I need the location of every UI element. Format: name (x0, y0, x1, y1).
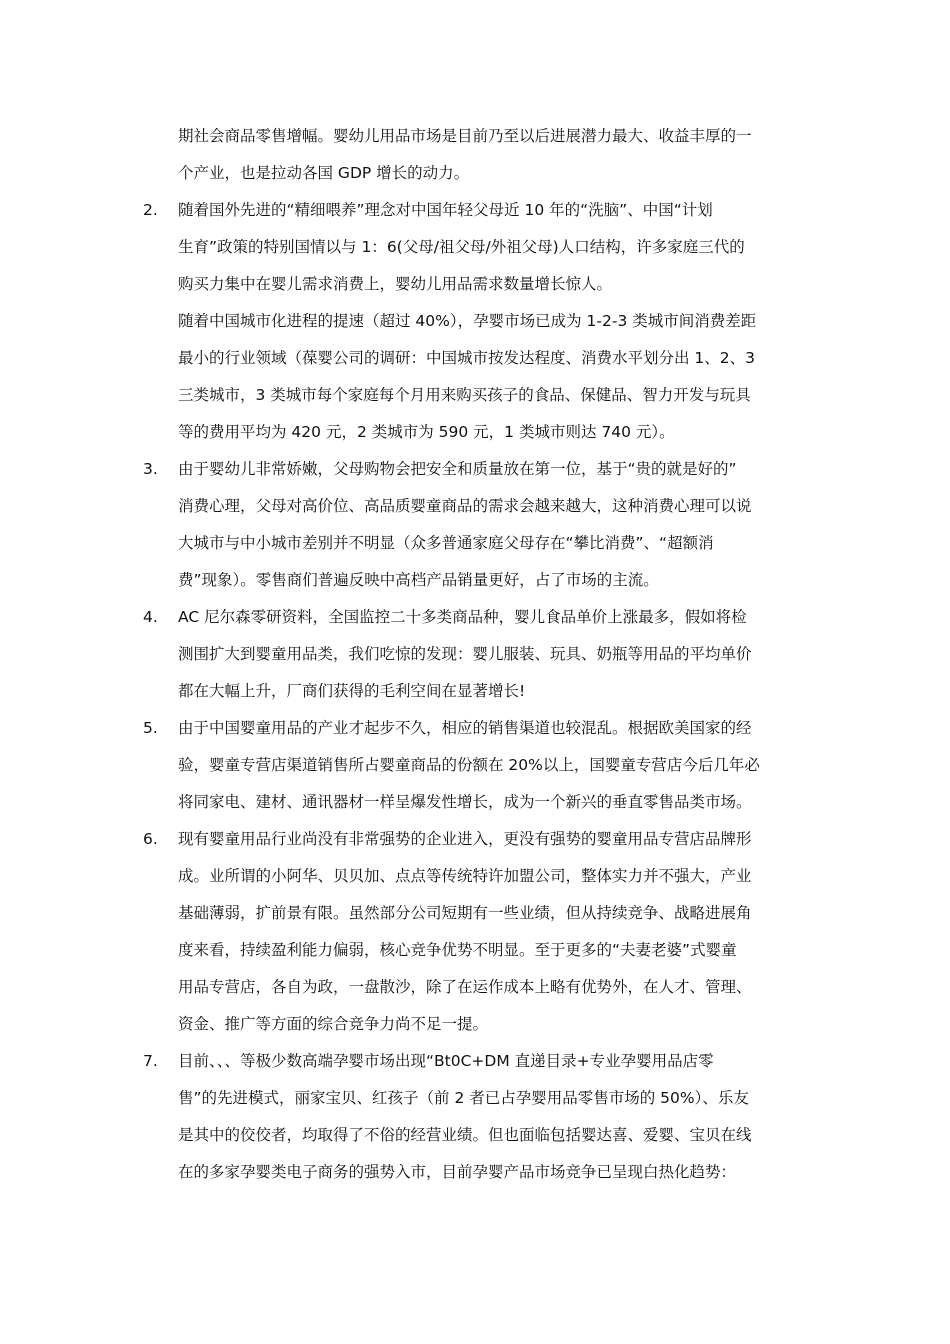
text-line: 由于中国婴童用品的产业才起步不久，相应的销售渠道也较混乱。根据欧美国家的经 (178, 719, 752, 737)
text-line: 度来看，持续盈利能力偏弱，核心竞争优势不明显。至于更多的“夫妻老婆”式婴童 (178, 941, 737, 959)
list-item-4 (143, 599, 812, 710)
list-number: 2. (143, 201, 158, 219)
list-item-5 (143, 710, 812, 821)
text-line: 大城市与中小城市差别并不明显（众多普通家庭父母存在“攀比消费”、“超额消 (178, 534, 714, 552)
text-line: 随着国外先进的“精细喂养”理念对中国年轻父母近 10 年的“洗脑”、中国“计划 (178, 201, 713, 219)
list-item-7 (143, 1043, 812, 1191)
list-number: 3. (143, 460, 158, 478)
list-item-3 (143, 451, 812, 599)
list-item-6 (143, 821, 812, 1043)
text-line: 资金、推广等方面的综合竞争力尚不足一提。 (178, 1015, 489, 1033)
text-line: 基础薄弱，扩前景有限。虽然部分公司短期有一些业绩，但从持续竞争、战略进展角 (178, 904, 752, 922)
text-line: 用品专营店，各自为政，一盘散沙，除了在运作成本上略有优势外，在人才、管理、 (178, 978, 752, 996)
text-line: 成。业所谓的小阿华、贝贝加、点点等传统特许加盟公司，整体实力并不强大，产业 (178, 867, 752, 885)
text-line: 在的多家孕婴类电子商务的强势入市，目前孕婴产品市场竞争已呈现白热化趋势： (178, 1163, 737, 1181)
text-line: 三类城市，3 类城市每个家庭每个月用来购买孩子的食品、保健品、智力开发与玩具 (178, 386, 751, 404)
text-line: 目前、、、等极少数高端孕婴市场出现“Bt0C+DM 直递目录+专业孕婴用品店零 (178, 1052, 714, 1070)
list-number: 6. (143, 830, 158, 848)
list-number: 4. (143, 608, 158, 626)
text-line: 消费心理，父母对高价位、高品质婴童商品的需求会越来越大，这种消费心理可以说 (178, 497, 752, 515)
document-body (143, 118, 812, 1191)
text-line: 验，婴童专营店渠道销售所占婴童商品的份额在 20%以上，国婴童专营店今后几年必 (178, 756, 760, 774)
text-line: 等的费用平均为 420 元，2 类城市为 590 元，1 类城市则达 740 元）。 (178, 423, 675, 441)
text-line: 随着中国城市化进程的提速（超过 40%），孕婴市场已成为 1-2-3 类城市间消费差距 (178, 312, 757, 330)
text-line: 费”现象）。零售商们普遍反映中高档产品销量更好，占了市场的主流。 (178, 571, 659, 589)
text-line: 最小的行业领域（葆婴公司的调研：中国城市按发达程度、消费水平划分出 1、2、3 (178, 349, 756, 367)
text-line: 是其中的佼佼者，均取得了不俗的经营业绩。但也面临包括婴达喜、爱婴、宝贝在线 (178, 1126, 752, 1144)
text-line: 售”的先进模式，丽家宝贝、红孩子（前 2 者已占孕婴用品零售市场的 50%）、乐友 (178, 1089, 749, 1107)
list-number: 5. (143, 719, 158, 737)
text-line: 购买力集中在婴儿需求消费上，婴幼儿用品需求数量增长惊人。 (178, 275, 613, 293)
text-line: 都在大幅上升，厂商们获得的毛利空间在显著增长! (178, 682, 526, 700)
text-line: 由于婴幼儿非常娇嫩，父母购物会把安全和质量放在第一位，基于“贵的就是好的” (178, 460, 737, 478)
text-line: 测围扩大到婴童用品类，我们吃惊的发现：婴儿服装、玩具、奶瓶等用品的平均单价 (178, 645, 752, 663)
text-line: 期社会商品零售增幅。婴幼儿用品市场是目前乃至以后进展潜力最大、收益丰厚的一 (178, 127, 752, 145)
text-line: 个产业，也是拉动各国 GDP 增长的动力。 (178, 164, 470, 182)
text-line: AC 尼尔森零研资料，全国监控二十多类商品种，婴儿食品单价上涨最多，假如将检 (178, 608, 747, 626)
continuation-paragraph (178, 118, 812, 192)
list-number: 7. (143, 1052, 158, 1070)
list-item-2 (143, 192, 812, 451)
text-line: 现有婴童用品行业尚没有非常强势的企业进入，更没有强势的婴童用品专营店品牌形 (178, 830, 752, 848)
text-line: 将同家电、建材、通讯器材一样呈爆发性增长，成为一个新兴的垂直零售品类市场。 (178, 793, 752, 811)
text-line: 生育”政策的特别国情以与 1：6(父母/祖父母/外祖父母)人口结构，许多家庭三代的 (178, 238, 745, 256)
